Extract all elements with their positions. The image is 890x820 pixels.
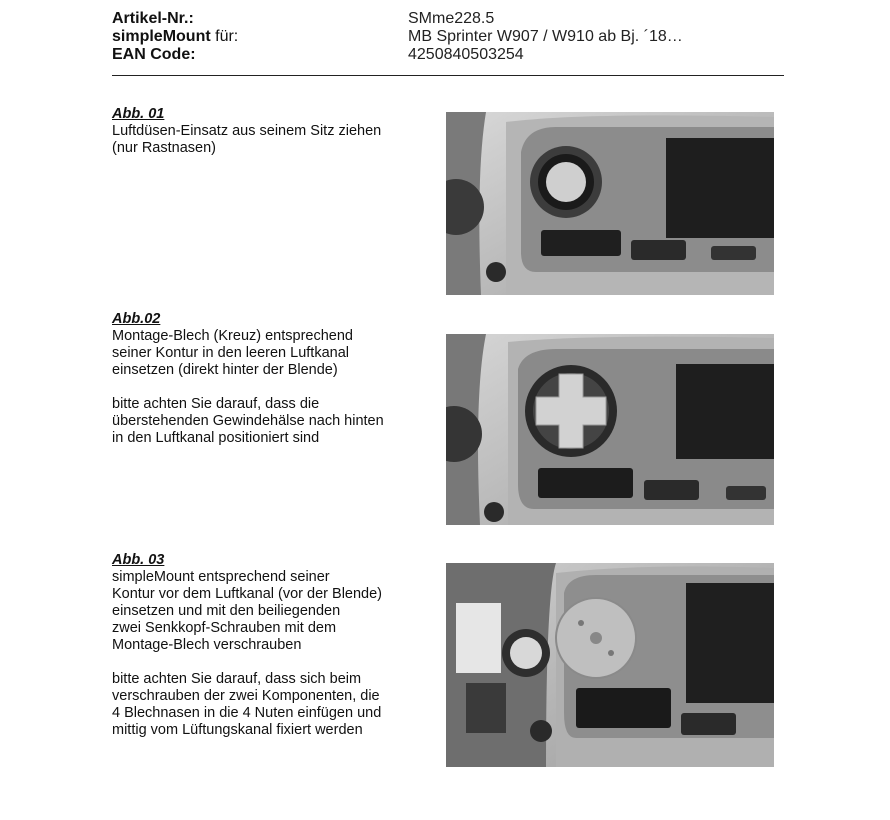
section-title: Abb. 03 (112, 552, 165, 568)
section-text (112, 123, 427, 157)
text-line: einsetzen (direkt hinter der Blende) (112, 362, 338, 378)
text-line: überstehenden Gewindehälse nach hinten (112, 413, 384, 429)
article-number-label: Artikel-Nr.: (112, 10, 194, 27)
text-line: seiner Kontur in den leeren Luftkanal (112, 345, 349, 361)
section-title: Abb.02 (112, 311, 161, 327)
text-line: mittig vom Lüftungskanal fixiert werden (112, 722, 363, 738)
text-line: verschrauben der zwei Komponenten, die (112, 688, 380, 704)
header-row-ean (112, 46, 784, 64)
text-line: (nur Rastnasen) (112, 140, 216, 156)
photo-abb-02 (446, 334, 774, 525)
simplemount-for-label: simpleMount für: (112, 28, 239, 45)
section-abb-01 (112, 106, 427, 157)
section-text (112, 328, 427, 447)
text-line: 4 Blechnasen in die 4 Nuten einfügen und (112, 705, 382, 721)
text-line: Kontur vor dem Luftkanal (vor der Blende) (112, 586, 382, 602)
section-title: Abb. 01 (112, 106, 165, 122)
text-line: bitte achten Sie darauf, dass sich beim (112, 671, 362, 687)
text-line: in den Luftkanal positioniert sind (112, 430, 320, 446)
section-text (112, 569, 427, 739)
photo-abb-03 (446, 563, 774, 767)
section-abb-03 (112, 552, 427, 739)
photo-abb-01 (446, 112, 774, 295)
article-number-value: SMme228.5 (408, 10, 495, 27)
product-header (112, 10, 784, 64)
text-line: einsetzen und mit den beiliegenden (112, 603, 341, 619)
vehicle-model-value: MB Sprinter W907 / W910 ab Bj. ´18… (408, 28, 683, 45)
text-line: zwei Senkkopf-Schrauben mit dem (112, 620, 337, 636)
ean-code-value: 4250840503254 (408, 46, 524, 63)
header-row-vehicle (112, 28, 784, 46)
section-abb-02 (112, 311, 427, 447)
text-line: Montage-Blech verschrauben (112, 637, 302, 653)
ean-code-label: EAN Code: (112, 46, 196, 63)
text-line: bitte achten Sie darauf, dass die (112, 396, 320, 412)
text-line: Luftdüsen-Einsatz aus seinem Sitz ziehen (112, 123, 382, 139)
header-row-article (112, 10, 784, 28)
text-line: Montage-Blech (Kreuz) entsprechend (112, 328, 353, 344)
header-divider (112, 75, 784, 76)
text-line: simpleMount entsprechend seiner (112, 569, 330, 585)
